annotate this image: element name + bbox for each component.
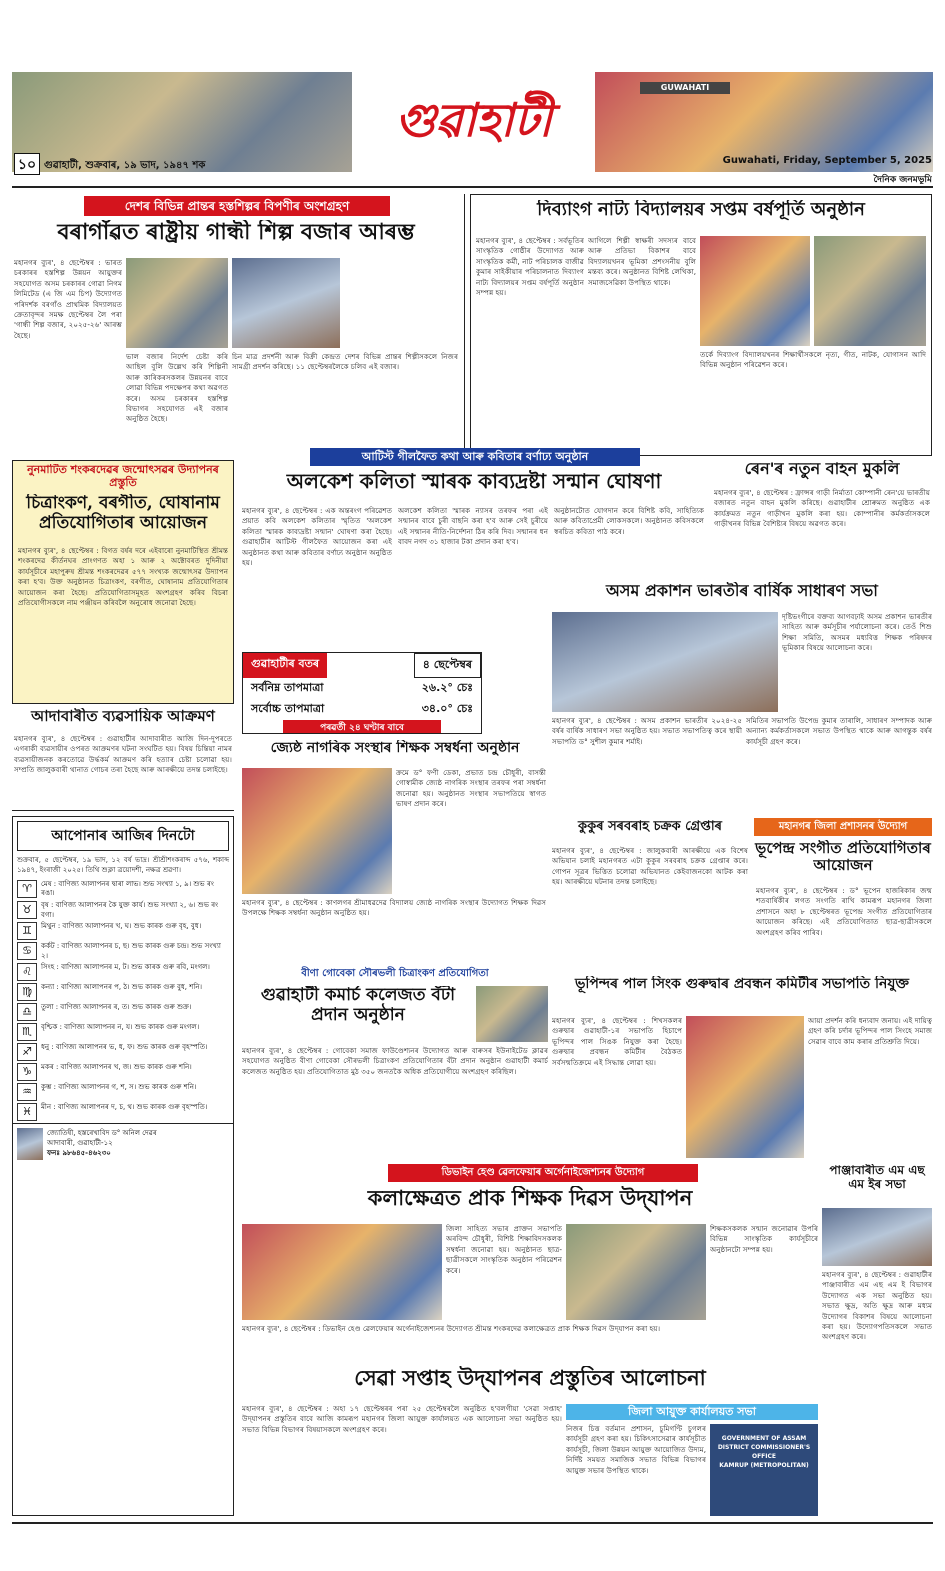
alakesh-body-col2: অলকেশ কলিতা স্মাৰক ন্যাসৰ তৰফৰ পৰা এই সন্মানৰ বাবে চুৰী বাছনি কৰা হ'ব আৰু সেই চুৰীয়ে এই সন্মানৰ নীতি-নিৰ্দেশনা ঠিৰ কৰি দিব। সন্মানৰ ধন বাবদ নগদ ৩১ হাজাৰ টকা প্ৰদান কৰা হ'ব। <box>398 506 548 547</box>
attack-headline: আদাবাৰীত ব্যৱসায়িক আক্ৰমণ <box>31 708 215 725</box>
kalakshetra-photo-2 <box>566 1224 706 1320</box>
section-rule <box>12 810 234 811</box>
zodiac-row <box>17 1083 229 1101</box>
gandhi-headline: বৰাগাঁৱত ৰাষ্ট্ৰীয় গান্ধী শিল্প বজাৰ আৰম্ভ <box>57 220 415 245</box>
kalakshetra-kicker: ডিভাইন হেণ্ড ৱেলফেয়াৰ অৰ্গেনাইজেশ্যনৰ উদ্যোগ <box>388 1164 698 1182</box>
zodiac-sign-icon: ♎ <box>17 1003 37 1021</box>
zodiac-text: মিথুন : বাণিজ্য আলাপনৰ খ, ঘ। শুভ কাৰক গুৰু বৃহ, বুধ। <box>41 922 202 931</box>
page-number: ১০ <box>14 153 40 175</box>
alakesh-headline: অলকেশ কলিতা স্মাৰক কাব্যদ্ৰষ্টা সন্মান ঘোষণা <box>286 470 662 493</box>
jila-kicker: জিলা আয়ুক্ত কাৰ্যালয়ত সভা <box>566 1404 818 1420</box>
gandhi-kicker: দেশৰ বিভিন্ন প্ৰান্তৰ হস্তশিল্পৰ বিপণীৰ অংশগ্ৰহণ <box>84 196 390 216</box>
prakashan-body-col2: মহানগৰ ব্যুৰ', ৪ ছেপ্টেম্বৰ : অসম প্ৰকাশন ভাৰতীৰ ২০২৪-২৫ বৰ্ষৰ বাৰ্ষিক সাধাৰণ সভা অনুষ্ঠিত হয়। সভাত সভাপতিত্ব কৰে স্থায়ী সভাপতি ড° সুশীল কুমাৰ শৰ্মাই। <box>552 716 742 746</box>
horoscope-box <box>12 816 234 1516</box>
gandhi-photo <box>126 258 228 348</box>
alakesh-kicker: আটিস্ট গীলফৈত কথা আৰু কবিতাৰ বৰ্ণাঢ্য অনুষ্ঠান <box>310 448 640 466</box>
bhupendra-body: মহানগৰ ব্যুৰ', ৪ ছেপ্টেম্বৰ : ড° ভূপেন হাজৰিকাৰ জন্ম শতবাৰ্ষিকীৰ লগত সংগতি ৰাখি কামৰূপ মহানগৰ জিলা প্ৰশাসনে অহা ৮ ছেপ্টেম্বৰত ভূপেন্দ্ৰ সংগীত প্ৰতিযোগিতাৰ আয়োজন কৰিছে। এই প্ৰতিযোগিতাত ছাত্ৰ-ছাত্ৰীসকলে অংশগ্ৰহণ কৰিব পাৰিব। <box>756 886 932 937</box>
alakesh-body-col3: অনুষ্ঠানটোত যোগদান কৰে বিশিষ্ট কবি, সাহিত্যিক আৰু কবিতাপ্ৰেমী লোকসকলে। অনুষ্ঠানত কবিসকলে স্বৰচিত কবিতা পাঠ কৰে। <box>554 506 704 536</box>
drama-body-col3: তৰ্কে দিব্যাংগ বিদ্যালয়খনৰ শিক্ষাৰ্থীসকলে নৃত্য, গীত, নাটক, যোগাসন আদি বিভিন্ন অনুষ্ঠান পৰিৱেশন কৰে। <box>700 350 926 370</box>
renault-body: মহানগৰ ব্যুৰ', ৪ ছেপ্টেম্বৰ : ফ্ৰান্সৰ গাড়ী নিৰ্মাতা কোম্পানী ৰেন'য়ে ভাৰতীয় বজাৰত নতুন বাহন মুকলি কৰিছে। গুৱাহাটীৰ শ্ৰোৰুমত অনুষ্ঠিত এক কাৰ্যক্ৰমত নতুন গাড়ীখন মুকলি কৰা হয়। কোম্পানীৰ কৰ্মকৰ্তাসকলে গাড়ীখনৰ বিভিন্ন বৈশিষ্ট্যৰ বিষয়ে অৱগত কৰে। <box>714 488 930 529</box>
gobekar-kicker: বীণা গোবেকা সৌৰভলী চিত্ৰাংকণ প্ৰতিযোগিতা <box>301 968 489 979</box>
shankardev-body: মহানগৰ ব্যুৰ', ৪ ছেপ্টেম্বৰ : বিগত বৰ্ষৰ দৰে এইবাৰো নুনমাটিস্থিত শ্ৰীমন্ত শংকৰদেৱ কীৰ্তনঘৰ প্ৰাংগণত অহা ১ আৰু ২ অক্টোবৰত দুদিনীয়া কাৰ্যসূচীৰে মহাপুৰুষ শ্ৰীমন্ত শংকৰদেৱৰ ৫৭৭ সংখ্যক জন্মোৎসৱ উদ্যাপন কৰা হ'ব। উক্ত অনুষ্ঠানত চিত্ৰাংকণ, বৰগীত, ঘোষানাম প্ৰতিযোগিতাৰ আয়োজন কৰা হৈছে। প্ৰতিযোগিতাসমূহত অংশগ্ৰহণ কৰিব বিচৰা প্ৰতিযোগীসকলে নাম পঞ্জীয়ন কৰিবলৈ অনুৰোধ জনোৱা হৈছে। <box>18 546 228 608</box>
zodiac-sign-icon: ♏ <box>17 1023 37 1041</box>
zodiac-text: বৃষ : বাণিজ্য আলাপনৰ কৈ যুক্ত কাৰ্য। শুভ সংখ্যা ২, ৬। শুভ ৰং বগা। <box>41 901 219 919</box>
kalakshetra-body-col1: জিলা সাহিত্য সভাৰ প্ৰাক্তন সভাপতি অৰবিন্দ চৌধুৰী, বিশিষ্ট শিক্ষাবিদসকলক সম্বৰ্ধনা জনোৱা হয়। অনুষ্ঠানত ছাত্ৰ-ছাত্ৰীসকলে সাংস্কৃতিক অনুষ্ঠান পৰিৱেশন কৰে। <box>446 1224 562 1275</box>
gandhi-photo-2 <box>232 258 340 348</box>
zodiac-text: ধনু : বাণিজ্য আলাপনৰ ভ, ধ, ফ। শুভ কাৰক গুৰু বৃহস্পতি। <box>41 1043 208 1052</box>
astrologer-card <box>13 1123 233 1164</box>
zodiac-row <box>17 1003 229 1021</box>
zodiac-text: তুলা : বাণিজ্য আলাপনৰ ৰ, ত। শুভ কাৰক গুৰু শুক্ৰ। <box>41 1003 192 1012</box>
drama-body-col1: মহানগৰ ব্যুৰ', ৪ ছেপ্টেম্বৰ : সৰ্বভূতিৰ সাংস্কৃতিক গোষ্ঠীৰ উদ্যোগত আৰু সাংস্কৃতিক কৰ্মী, নাট পৰিচালক বাজীৱ কুমাৰ সাইকীয়াৰ পৰিচালনাত দিব্যাংগ নাট্য বিদ্যালয়ৰ সপ্তম বৰ্ষপূৰ্তি অনুষ্ঠান সম্পন্ন হয়। <box>476 236 584 298</box>
weather-date: ৪ ছেপ্টেম্বৰ <box>414 653 481 678</box>
shankardev-headline: চিত্ৰাংকণ, বৰগীত, ঘোষানাম প্ৰতিযোগিতাৰ আয়োজন <box>26 494 220 533</box>
zodiac-row <box>17 1023 229 1041</box>
zodiac-sign-icon: ♍ <box>17 983 37 1001</box>
masthead-date-assamese: গুৱাহাটী, শুক্ৰবাৰ, ১৯ ভাদ, ১৯৪৭ শক <box>44 160 206 171</box>
bhupendra-kicker: মহানগৰ জিলা প্ৰশাসনৰ উদ্যোগ <box>754 818 932 836</box>
kalakshetra-photo-1 <box>242 1224 442 1320</box>
column-rule <box>464 194 465 454</box>
zodiac-text: কৰ্কট : বাণিজ্য আলাপনৰ চ, ছ। শুভ কাৰক গুৰু চন্দ্ৰ। শুভ সংখ্যা ২। <box>41 942 221 960</box>
zodiac-sign-icon: ♒ <box>17 1083 37 1101</box>
zodiac-list <box>13 880 233 1122</box>
weather-forecast: পৰৱৰ্তী ২৪ ঘণ্টাৰ বাবে <box>283 720 441 734</box>
astrologer-address: আদাবাৰী, গুৱাহাটী-১২ <box>47 1139 113 1148</box>
zodiac-text: মীন : বাণিজ্য আলাপনৰ দ, চ, থ। শুভ কাৰক গুৰু বৃহস্পতি। <box>41 1103 208 1112</box>
prakashan-photo <box>552 612 778 712</box>
gurdwara-headline: ভূপিন্দৰ পাল সিংক গুৰুদ্বাৰ প্ৰবন্ধন কমিটীৰ সভাপতি নিযুক্ত <box>574 976 910 992</box>
zodiac-row <box>17 942 229 961</box>
astrologer-photo <box>17 1128 43 1160</box>
zodiac-sign-icon: ♑ <box>17 1063 37 1081</box>
drama-headline: দিব্যাংগ নাট্য বিদ্যালয়ৰ সপ্তম বৰ্ষপূৰ্তি অনুষ্ঠান <box>537 200 865 220</box>
gandhi-body-col3: চিন মাত্ৰ প্ৰদৰ্শনী আৰু বিক্ৰী কেন্দ্ৰত দেশৰ বিভিন্ন প্ৰান্তৰ শিল্পীসকলে নিজৰ সামগ্ৰী প্ৰদৰ্শন কৰিছে। ১১ ছেপ্টেম্বৰলৈকে চলিব এই বজাৰ। <box>232 352 458 372</box>
zodiac-row <box>17 880 229 899</box>
masthead-rule <box>12 186 933 188</box>
senior-body-col2: মহানগৰ ব্যুৰ', ৪ ছেপ্টেম্বৰ : কাণলগৰ শ্ৰীমাধৱদেৱ বিদ্যালয় জ্যেষ্ঠ নাগৰিক সংস্থাৰ উদ্যোগত শিক্ষক দিৱস উপলক্ষে শিক্ষক সম্বৰ্ধনা অনুষ্ঠান অনুষ্ঠিত হয়। <box>242 898 546 918</box>
prakashan-body-col3: সমিতিৰ সভাপতি উপেন্দ্ৰ কুমাৰ তাৰালি, সাধাৰণ সম্পাদক আৰু অন্যান্য কৰ্মকৰ্তাসকলে সভাত উপস্থিত থাকে আৰু আগন্তুক বৰ্ষৰ কাৰ্যসূচী গ্ৰহণ কৰে। <box>746 716 932 746</box>
drama-photo-1 <box>700 236 810 346</box>
zodiac-sign-icon: ♌ <box>17 963 37 981</box>
zodiac-row <box>17 1103 229 1121</box>
renault-headline: ৰেন'ৰ নতুন বাহন মুকলি <box>744 460 900 478</box>
gandhi-body-col1: মহানগৰ ব্যুৰ', ৪ ছেপ্টেম্বৰ : ভাৰত চৰকাৰৰ হস্তশিল্প উন্নয়ন আয়ুক্তৰ সহযোগত অসম চৰকাৰৰ গোৱা নিগম লিমিটেড (এ জি এম চিপ) উদ্যোগত পৰিদৰ্শক বৰগাঁও প্ৰাথমিক বিদ্যালয়ত ক্ৰেতাবৃন্দৰ সমক্ষ ছেপ্টেম্বৰ লৈ পৰা 'গান্ধী শিল্প বজাৰ, ২০২৫-২৬' আৰম্ভ হৈছে। <box>14 258 122 340</box>
masthead-paper-name: দৈনিক জনমভূমি <box>873 175 932 184</box>
seba-headline: সেৱা সপ্তাহ উদ্‌যাপনৰ প্ৰস্তুতিৰ আলোচনা <box>354 1366 706 1390</box>
weather-min-row: সৰ্বনিম্ন তাপমাত্ৰা ২৬.২° চেঃ <box>251 681 473 694</box>
seba-body: মহানগৰ ব্যুৰ', ৪ ছেপ্টেম্বৰ : অহা ১৭ ছেপ্টেম্বৰৰ পৰা ২৫ ছেপ্টেম্বৰলৈ অনুষ্ঠিত হ'বলগীয়া 'সেৱা সপ্তাহ' উদ্‌যাপনৰ প্ৰস্তুতিৰ বাবে আজি কামৰূপ মহানগৰ জিলা আয়ুক্ত কাৰ্যালয়ত এক আলোচনা সভা অনুষ্ঠিত হয়। সভাত বিভিন্ন বিভাগৰ বিষয়াসকলে অংশগ্ৰহণ কৰে। <box>242 1404 562 1434</box>
kukur-headline: কুকুৰ সৰবৰাহ চক্ৰক গ্ৰেপ্তাৰ <box>578 820 722 834</box>
drama-photo-2 <box>814 236 926 346</box>
gandhi-body-col2: ভাল বজাৰ নিৰ্দেশ চেষ্টা কৰি আছিল বুলি উল্লেখ কৰি শিল্পিনী আৰু কাৰিকৰসকলৰ উন্নয়নৰ বাবে লোৱা বিভিন্ন পদক্ষেপৰ কথা অৱগত কৰে। অসম চৰকাৰৰ হস্তশিল্প বিভাগৰ সহযোগত এই বজাৰ অনুষ্ঠিত হৈছে। <box>126 352 228 424</box>
gurdwara-photo <box>686 1016 804 1158</box>
bhupendra-headline: ভূপেন্দ্ৰ সংগীত প্ৰতিযোগিতাৰ আয়োজন <box>755 840 931 875</box>
masthead-photo-left <box>12 72 352 172</box>
footer-rule <box>12 1522 933 1524</box>
gurdwara-body-col2: আয়া প্ৰদৰ্শন কৰি ধন্যবাদ জনায়। এই দায়িত্ব গ্ৰহণ কৰি চৰ্দাৰ ভূপিন্দৰ পাল সিংহে সমাজ সেৱাৰ বাবে কাম কৰাৰ প্ৰতিশ্ৰুতি দিয়ে। <box>808 1016 932 1046</box>
prakashan-body-col1: দৃষ্টিভংগীৰে বক্তব্য আগবঢ়াই অসম প্ৰকাশন ভাৰতীৰ সাহিত্য আৰু কৰ্মসূচীৰ পৰ্যালোচনা কৰে। তেওঁ শিশু শিক্ষা সমিতি, অসমৰ মধ্যবিত্ত শিক্ষক পৰিষদৰ ভূমিকাৰ বিষয়ে আলোচনা কৰে। <box>782 612 932 653</box>
gobekar-body: মহানগৰ ব্যুৰ', ৪ ছেপ্টেম্বৰ : গোবেকা সমাজ ফাউণ্ডেশ্যনৰ উদ্যোগত আৰু বাৰুসৰ ইউনাইটেড ক্লাৱৰ সহযোগত অনুষ্ঠিত বীণা গোবেকা সৌৰভলী চিত্ৰাংকণ প্ৰতিযোগিতাৰ বঁটা প্ৰদান অনুষ্ঠান গুৱাহাটী কমাৰ্চ কলেজত অনুষ্ঠিত হয়। প্ৰতিযোগিতাত মুঠ ৩৫০ জনতকৈ অধিক প্ৰতিযোগীয়ে অংশগ্ৰহণ কৰিছিল। <box>242 1046 548 1076</box>
prakashan-headline: অসম প্ৰকাশন ভাৰতীৰ বাৰ্ষিক সাধাৰণ সভা <box>606 582 878 600</box>
zodiac-text: বৃশ্চিক : বাণিজ্য আলাপনৰ ন, য। শুভ কাৰক গুৰু মংগল। <box>41 1023 200 1032</box>
zodiac-sign-icon: ♓ <box>17 1103 37 1121</box>
gobekar-photo <box>476 986 548 1042</box>
panjabari-photo <box>822 1208 932 1266</box>
zodiac-text: কন্যা : বাণিজ্য আলাপনৰ প, ঠ। শুভ কাৰক গুৰু বুধ, শনি। <box>41 983 203 992</box>
weather-label: গুৱাহাটীৰ বতৰ <box>243 653 327 678</box>
kalakshetra-body-col3: মহানগৰ ব্যুৰ', ৪ ছেপ্টেম্বৰ : ডিভাইন হেণ্ড ৱেলফেয়াৰ অৰ্গেনাইজেশ্যনৰ উদ্যোগত শ্ৰীমন্ত শংকৰদেৱ কলাক্ষেত্ৰত প্ৰাক শিক্ষক দিৱস উদ্‌যাপন কৰা হয়। <box>242 1324 661 1333</box>
shankardev-kicker: নুনমাটিত শংকৰদেৱৰ জন্মোৎসৱৰ উদ্যাপনৰ প্ৰস্তুতি <box>27 464 219 489</box>
astrologer-phone: ফনঃ ৯৮৬৪৫-৪৬২৩০ <box>47 1149 111 1158</box>
zodiac-sign-icon: ♋ <box>17 942 37 960</box>
attack-body: মহানগৰ ব্যুৰ', ৪ ছেপ্টেম্বৰ : গুৱাহাটীৰ আদাবাৰীত আজি দিন-দুপৰতে এগৰাকী ব্যৱসায়ীৰ ওপৰত আক্ৰমণৰ ঘটনা সংঘটিত হয়। বিষয় চিন্তিয়া নামৰ ব্যৱসায়ীজনক কৰতোৱে উৰ্দ্ধকৰ্ম আক্ৰমণ কৰি হত্যাৰ চেষ্টা চলোৱা হয়। সম্প্ৰতি জালুকবাৰী থানাত গোচৰ তৰা হৈছে আৰু আৰক্ষীয়ে তদন্ত চলাইছে। <box>14 734 232 775</box>
senior-headline: জ্যেষ্ঠ নাগৰিক সংস্থাৰ শিক্ষক সম্বৰ্ধনা অনুষ্ঠান <box>270 740 520 756</box>
weather-max-row: সৰ্বোচ্চ তাপমাত্ৰা ৩৪.০° চেঃ <box>251 702 473 715</box>
zodiac-sign-icon: ♐ <box>17 1043 37 1061</box>
zodiac-text: সিংহ : বাণিজ্য আলাপনৰ ম, ট। শুভ কাৰক গুৰু ৰবি, মংগল। <box>41 963 210 972</box>
senior-photo <box>242 768 392 894</box>
horoscope-title: আপোনাৰ আজিৰ দিনটো <box>17 821 229 851</box>
zodiac-row <box>17 983 229 1001</box>
kukur-body: মহানগৰ ব্যুৰ', ৪ ছেপ্টেম্বৰ : জালুকবাৰী আৰক্ষীয়ে এক বিশেষ অভিযান চলাই মহানগৰত এটা কুকুৰ সৰবৰাহ চক্ৰক গ্ৰেপ্তাৰ কৰে। গোপন সূত্ৰৰ ভিত্তিত চলোৱা অভিযানত কেইবাজনকো আটক কৰা হয়। আৰক্ষীয়ে ঘটনাৰ তদন্ত চলাইছে। <box>552 846 748 887</box>
zodiac-sign-icon: ♊ <box>17 922 37 940</box>
panjabari-headline: পাঞ্জাবাৰীত এম এছ এম ইৰ সভা <box>829 1164 925 1191</box>
gurdwara-body-col1: মহানগৰ ব্যুৰ', ৪ ছেপ্টেম্বৰ : শিখসকলৰ গুৰুদ্বাৰ গুৱাহাটী-১ৰ সভাপতি হিচাপে ভূপিন্দৰ পাল সিঙক নিযুক্ত কৰা হৈছে। গুৰুদ্বাৰ প্ৰবন্ধন কমিটীৰ বৈঠকত সৰ্বসন্মতিক্ৰমে এই সিদ্ধান্ত লোৱা হয়। <box>552 1016 682 1067</box>
masthead-title: গুৱাহাটী <box>395 93 552 147</box>
zodiac-text: মেষ : বাণিজ্য আলাপনৰ দ্বাৰা লাভ। শুভ সংখ্যা ১, ৯। শুভ ৰং ৰঙা। <box>41 879 214 898</box>
zodiac-row <box>17 1063 229 1081</box>
gobekar-headline: গুৱাহাটী কমাৰ্চ কলেজত বঁটা প্ৰদান অনুষ্ঠান <box>260 986 456 1025</box>
zodiac-row <box>17 1043 229 1061</box>
zodiac-row <box>17 901 229 920</box>
horoscope-intro: শুক্ৰবাৰ, ৫ ছেপ্টেম্বৰ, ১৯ ভাদ, ১২ বৰ্ষ ভাদ্ৰ। শ্ৰীশ্ৰীশংকৰাব্দ ৫৭৬, শকাব্দ ১৯৪৭, ইংৰাজী ২০২৫। তিথি শুক্লা ত্ৰয়োদশী, নক্ষত্ৰ শ্ৰৱণা। <box>17 856 229 875</box>
astrologer-name: জ্যোতিষী, হস্তৰেখাবিদ ড° অনিল দেৱৰ <box>47 1129 157 1138</box>
jila-body: নিজৰ চিত্ত বৰ্তমান প্ৰশাসন, চুমিগণ্টি চুগলৰ কাৰ্যসূচী গ্ৰহণ কৰা হয়। চিকিৎসাসেৱাৰ কাৰ্যসূচীত কাৰ্যসূচী, জিলা উন্নয়ন আয়ুক্ত আয়োজিত উদ্যম, নিৰ্দিষ্ট সময়ত সমাজিক সভাত বিভিন্ন বিভাগৰ আয়ুক্ত সভাৰ উপস্থিত থাকে। <box>566 1424 706 1475</box>
senior-body-col1: ক্ৰমে ড° ফণী ডেকা, প্ৰভাত চন্দ্ৰ চৌধুৰী, বাসন্তী গোস্বামীক জ্যেষ্ঠ নাগৰিক সংস্থাৰ তৰফৰ পৰা সম্বৰ্ধনা জনোৱা হয়। অনুষ্ঠানত সংস্থাৰ সভাপতিয়ে স্বাগত ভাষণ প্ৰদান কৰে। <box>396 768 546 809</box>
zodiac-text: মকৰ : বাণিজ্য আলাপনৰ খ, জ। শুভ কাৰক গুৰু শনি। <box>41 1063 192 1072</box>
alakesh-body-col1: মহানগৰ ব্যুৰ', ৪ ছেপ্টেম্বৰ : এক অন্তৰংগ পৰিৱেশত প্ৰয়াত কবি অলকেশ কলিতাৰ স্মৃতিত 'অলকেশ কলিতা স্মাৰক কাব্যদ্ৰষ্টা সন্মান' ঘোষণা কৰা হৈছে। গুৱাহাটীৰ আটিস্ট গীলফৈত আয়োজন কৰা এই অনুষ্ঠানত কথা আৰু কবিতাৰ বৰ্ণাঢ্য অনুষ্ঠান অনুষ্ঠিত হয়। <box>242 506 392 568</box>
kalakshetra-body-col2: শিক্ষকসকলক সন্মান জনোৱাৰ উপৰি বিভিন্ন সাংস্কৃতিক কাৰ্যসূচীৰে অনুষ্ঠানটো সম্পন্ন হয়। <box>710 1224 818 1254</box>
zodiac-text: কুম্ভ : বাণিজ্য আলাপনৰ গ, শ, স। শুভ কাৰক গুৰু শনি। <box>41 1083 197 1092</box>
zodiac-row <box>17 963 229 981</box>
drama-body-col2: আগিলে শিল্পী স্বাক্ষৰী সদস্যৰ বাবে আৰু প্ৰতিভা বিকাশৰ বাবে বিদ্যালয়খনৰ ভূমিকা প্ৰশংসনীয় বুলি মন্তব্য কৰে। অনুষ্ঠানত বিশিষ্ট লেখিকা, সমাজসেৱিকা উপস্থিত থাকে। <box>588 236 696 287</box>
zodiac-sign-icon: ♈ <box>17 880 37 898</box>
zodiac-row <box>17 922 229 940</box>
zodiac-sign-icon: ♉ <box>17 901 37 919</box>
gate-sign: GUWAHATI <box>640 82 730 94</box>
masthead-date-english: Guwahati, Friday, September 5, 2025 <box>722 155 932 166</box>
panjabari-body: মহানগৰ ব্যুৰ', ৪ ছেপ্টেম্বৰ : গুৱাহাটীৰ পাঞ্জাবাৰীত এম এছ এম ই বিভাগৰ উদ্যোগত এক সভা অনুষ্ঠিত হয়। সভাত ক্ষুদ্ৰ, অতি ক্ষুদ্ৰ আৰু মধ্যম উদ্যোগৰ বিকাশৰ বিষয়ে আলোচনা কৰা হয়। উদ্যোগপতিসকলে সভাত অংশগ্ৰহণ কৰে। <box>822 1270 932 1342</box>
jila-signboard: GOVERNMENT OF ASSAM DISTRICT COMMISSIONER'S OFFICE KAMRUP (METROPOLITAN) <box>710 1424 818 1516</box>
kalakshetra-headline: কলাক্ষেত্ৰত প্ৰাক শিক্ষক দিৱস উদ্‌যাপন <box>367 1186 693 1210</box>
weather-box <box>242 652 482 734</box>
